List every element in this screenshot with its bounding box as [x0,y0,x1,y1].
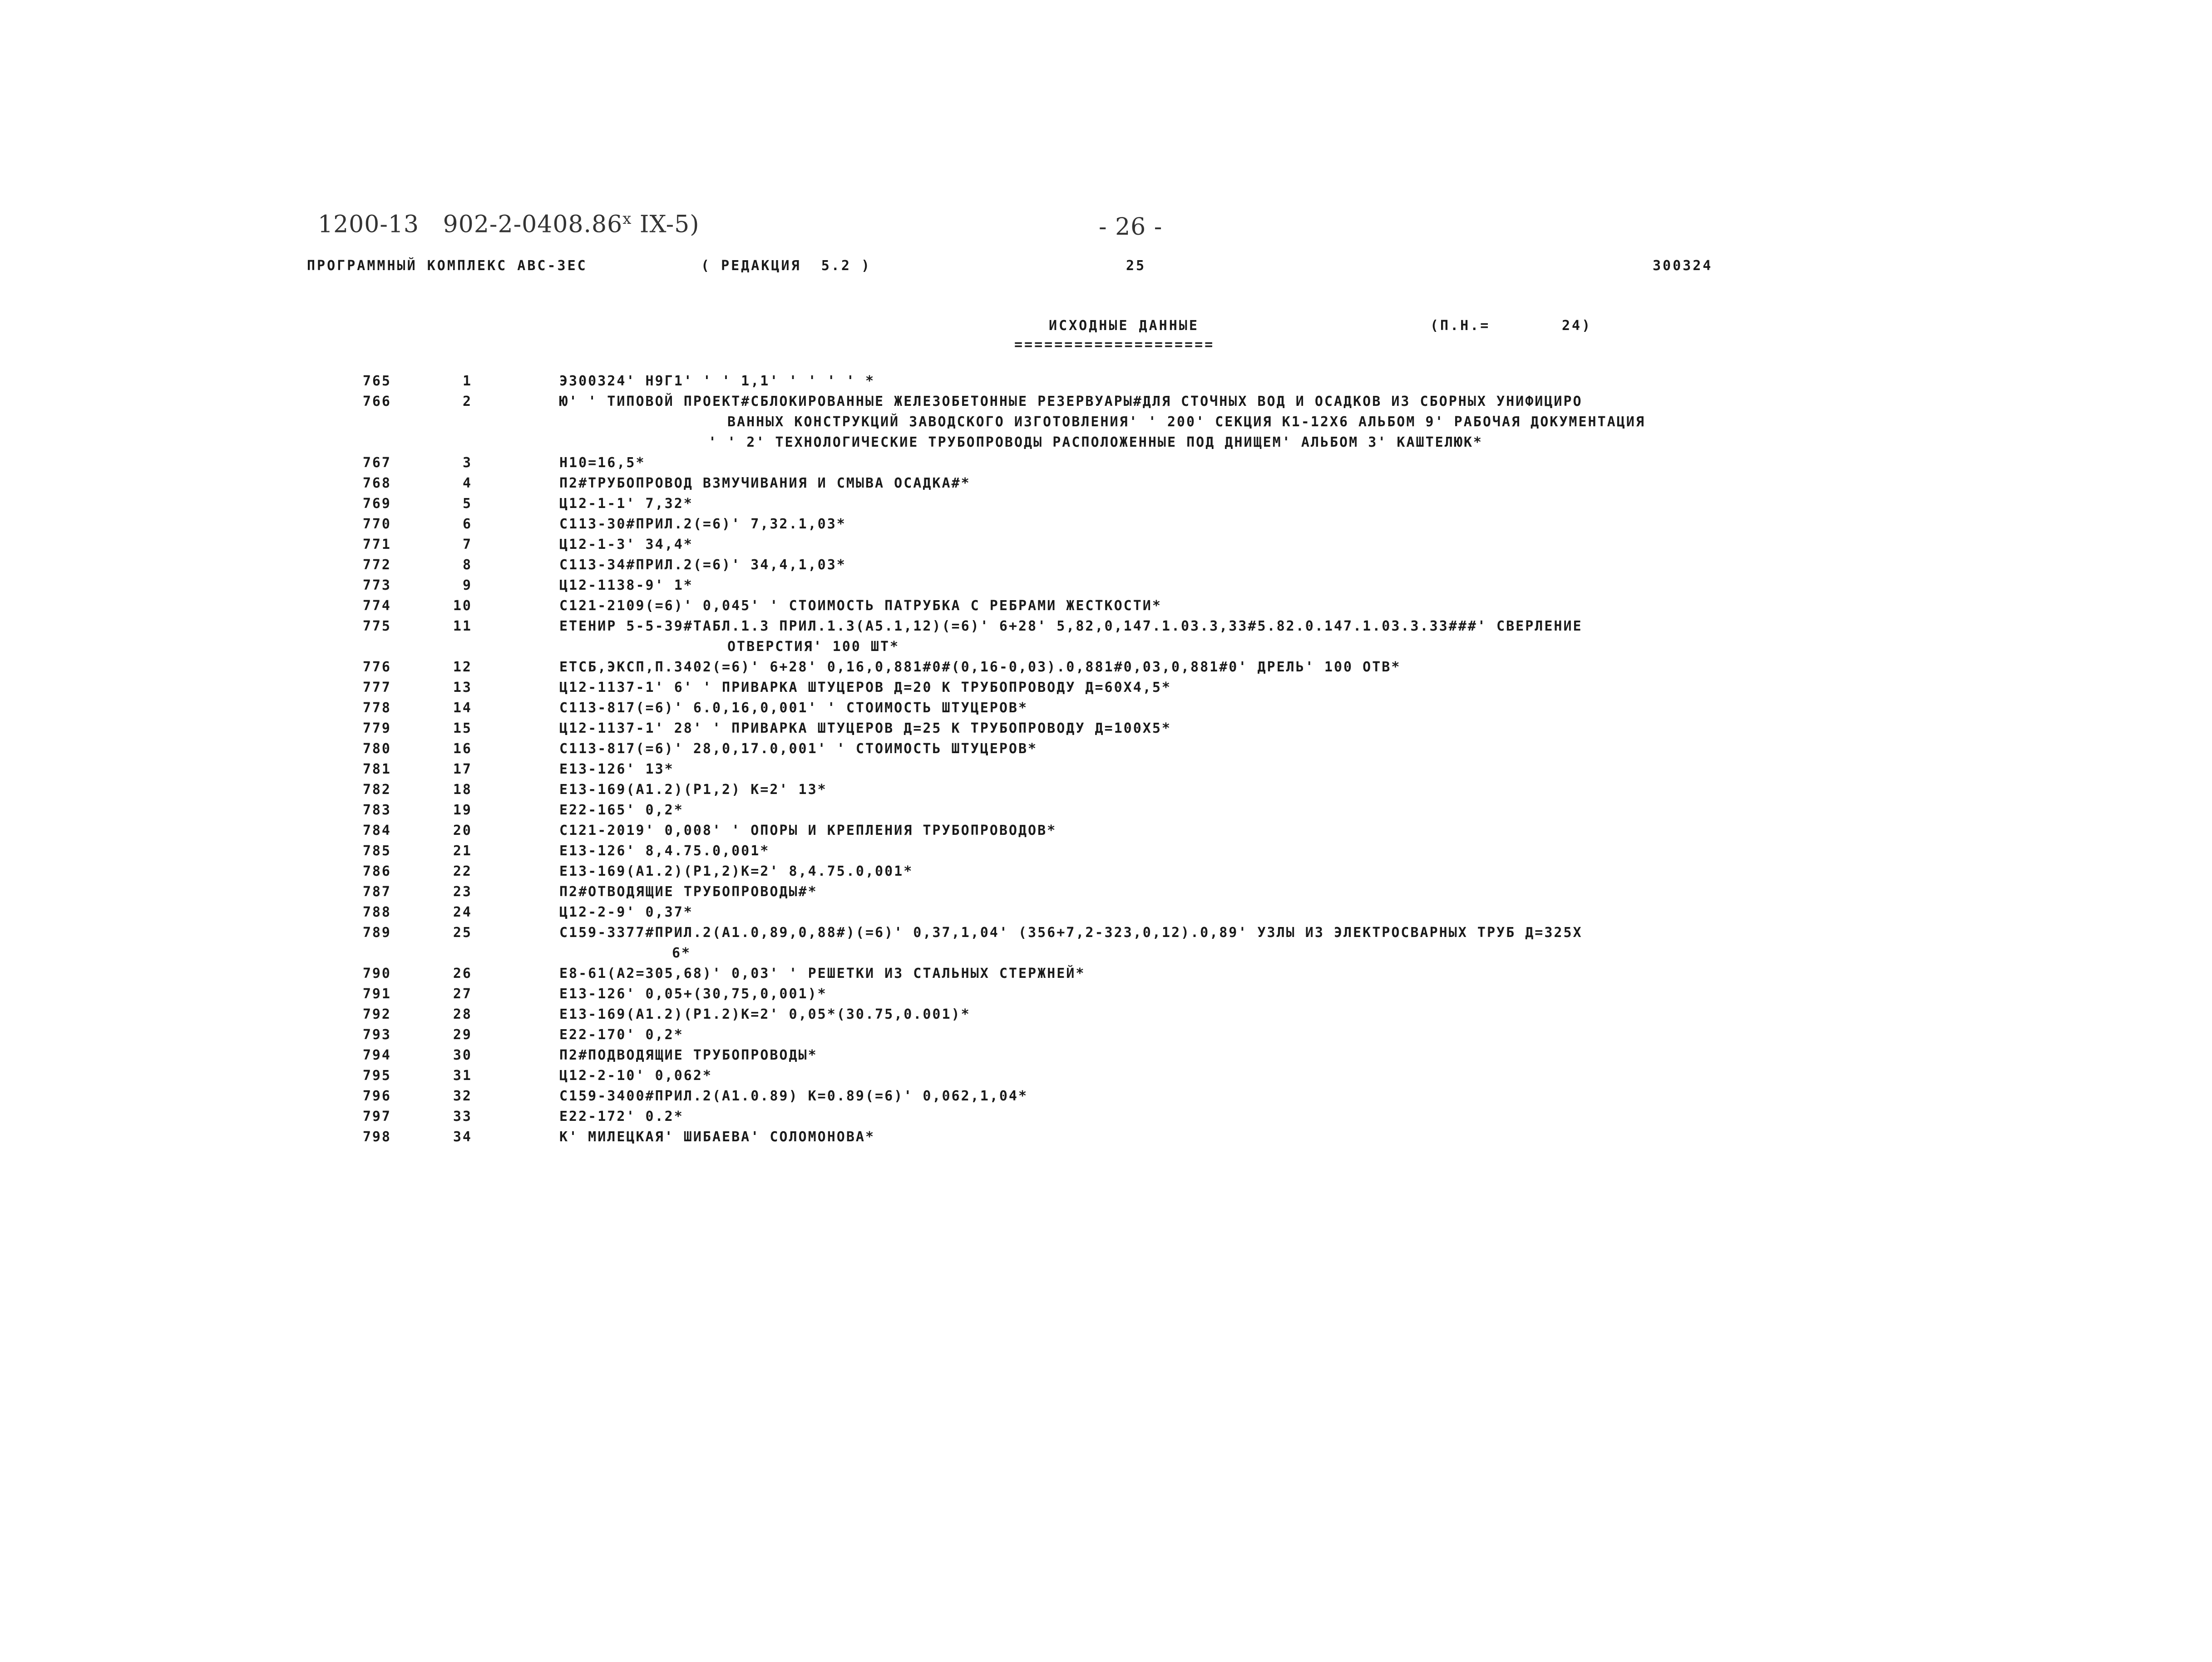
row-number: 786 [362,863,391,879]
row-index: 33 [453,1109,472,1124]
listing-row [0,904,2212,925]
row-index: 25 [453,925,472,941]
row-number: 775 [362,618,391,634]
row-index: 23 [453,884,472,900]
row-number: 774 [362,598,391,614]
row-text: Е13-169(А1.2)(Р1,2) К=2' 13* [559,782,827,798]
row-text: Н10=16,5* [559,455,646,471]
row-index: 5 [462,496,472,512]
row-index: 18 [453,782,472,798]
row-text: П2#ПОДВОДЯЩИЕ ТРУБОПРОВОДЫ* [559,1047,818,1063]
row-number: 794 [362,1047,391,1063]
row-text: С121-2019' 0,008' ' ОПОРЫ И КРЕПЛЕНИЯ ТРУБОПРОВОДОВ* [559,823,1057,838]
row-number: 788 [362,904,391,920]
listing-row [0,1027,2212,1047]
listing-row [0,741,2212,761]
row-number: 783 [362,802,391,818]
handwritten-sheet-code [318,210,700,238]
row-number: 780 [362,741,391,757]
row-index: 26 [453,966,472,981]
listing-row [0,577,2212,598]
row-index: 30 [453,1047,472,1063]
row-text-continued: ВАННЫХ КОНСТРУКЦИЙ ЗАВОДСКОГО ИЗГОТОВЛЕНИЯ' ' 200' СЕКЦИЯ К1-12Х6 АЛЬБОМ 9' РАБОЧАЯ ДОКУМЕНТАЦИЯ [727,414,1645,430]
row-number: 777 [362,680,391,695]
row-index: 2 [462,394,472,409]
row-number: 792 [362,1006,391,1022]
row-number: 790 [362,966,391,981]
row-text: ЕТЕНИР 5-5-39#ТАБЛ.1.3 ПРИЛ.1.3(А5.1,12)(=6)' 6+28' 5,82,0,147.1.03.3,33#5.82.0.147.1.03.3.33###' СВЕРЛЕНИЕ [559,618,1583,634]
row-number: 778 [362,700,391,716]
row-index: 17 [453,761,472,777]
listing-row [0,1068,2212,1088]
listing-continuation [0,639,2212,659]
row-text: Е22-170' 0,2* [559,1027,684,1043]
row-number: 770 [362,516,391,532]
row-text: Е13-126' 13* [559,761,674,777]
listing-row [0,1047,2212,1068]
row-index: 19 [453,802,472,818]
listing-continuation [0,414,2212,434]
row-text: Е8-61(А2=305,68)' 0,03' ' РЕШЕТКИ ИЗ СТАЛЬНЫХ СТЕРЖНЕЙ* [559,966,1086,981]
listing-row [0,863,2212,884]
row-text: С113-817(=6)' 6.0,16,0,001' ' СТОИМОСТЬ ШТУЦЕРОВ* [559,700,1028,716]
listing-row [0,680,2212,700]
listing-row [0,761,2212,782]
row-index: 34 [453,1129,472,1145]
row-text: Е22-165' 0,2* [559,802,684,818]
listing-row [0,394,2212,414]
row-text: Ц12-2-10' 0,062* [559,1068,712,1084]
listing-row [0,720,2212,741]
row-index: 10 [453,598,472,614]
listing-row [0,455,2212,475]
row-text: К' МИЛЕЦКАЯ' ШИБАЕВА' СОЛОМОНОВА* [559,1129,875,1145]
row-text: Ц12-1-3' 34,4* [559,537,693,552]
row-number: 789 [362,925,391,941]
section-underline: ==================== [1014,337,1215,353]
row-text-continued: ОТВЕРСТИЯ' 100 ШТ* [727,639,900,655]
row-number: 795 [362,1068,391,1084]
row-index: 20 [453,823,472,838]
row-number: 765 [362,373,391,389]
row-index: 24 [453,904,472,920]
section-title: ИСХОДНЫЕ ДАННЫЕ [1049,318,1199,334]
row-index: 3 [462,455,472,471]
row-number: 773 [362,577,391,593]
listing-row [0,986,2212,1006]
listing-row [0,537,2212,557]
listing-row [0,373,2212,394]
row-text: Е13-126' 8,4.75.0,001* [559,843,770,859]
hand-project-code: 902-2-0408.86 [443,211,623,238]
row-number: 798 [362,1129,391,1145]
row-number: 769 [362,496,391,512]
listing-row [0,884,2212,904]
row-text: Ц12-1137-1' 28' ' ПРИВАРКА ШТУЦЕРОВ Д=25 К ТРУБОПРОВОДУ Д=100Х5* [559,720,1171,736]
listing-row [0,823,2212,843]
pn-label: (П.Н.= [1430,318,1491,334]
row-index: 29 [453,1027,472,1043]
row-index: 8 [462,557,472,573]
listing-row [0,925,2212,945]
row-index: 28 [453,1006,472,1022]
row-number: 787 [362,884,391,900]
listing-row [0,1006,2212,1027]
row-index: 9 [462,577,472,593]
row-number: 782 [362,782,391,798]
row-text: Ц12-1-1' 7,32* [559,496,693,512]
pn-value: 24) [1562,318,1592,334]
listing-row [0,659,2212,680]
row-index: 22 [453,863,472,879]
hand-left-code: 1200-13 [318,211,420,238]
listing-row [0,802,2212,823]
row-number: 771 [362,537,391,552]
row-text: С121-2109(=6)' 0,045' ' СТОИМОСТЬ ПАТРУБКА С РЕБРАМИ ЖЕСТКОСТИ* [559,598,1162,614]
row-index: 1 [462,373,472,389]
edition-label: ( РЕДАКЦИЯ 5.2 ) [701,258,872,274]
row-index: 31 [453,1068,472,1084]
row-number: 784 [362,823,391,838]
hand-suffix: IX-5) [639,211,700,238]
listing-continuation [0,945,2212,966]
row-index: 11 [453,618,472,634]
document-code: 300324 [1653,258,1713,274]
row-text: П2#ОТВОДЯЩИЕ ТРУБОПРОВОДЫ#* [559,884,818,900]
listing-row [0,557,2212,577]
row-text: С113-817(=6)' 28,0,17.0,001' ' СТОИМОСТЬ ШТУЦЕРОВ* [559,741,1038,757]
listing-row [0,1129,2212,1149]
listing-row [0,598,2212,618]
page-number: - 26 - [1099,213,1163,241]
listing-row [0,782,2212,802]
row-number: 797 [362,1109,391,1124]
sheet-number: 25 [1126,258,1146,274]
row-number: 781 [362,761,391,777]
row-text: С159-3400#ПРИЛ.2(А1.0.89) К=0.89(=6)' 0,062,1,04* [559,1088,1028,1104]
row-text-continued: 6* [672,945,691,961]
row-text: Е22-172' 0.2* [559,1109,684,1124]
program-name: ПРОГРАММНЫЙ КОМПЛЕКС АВС-ЗЕС [307,258,588,274]
row-text: Э300324' Н9Г1' ' ' 1,1' ' ' ' ' * [559,373,875,389]
listing-continuation [0,434,2212,455]
listing-row [0,475,2212,496]
row-index: 4 [462,475,472,491]
row-text: Ю' ' ТИПОВОЙ ПРОЕКТ#СБЛОКИРОВАННЫЕ ЖЕЛЕЗОБЕТОННЫЕ РЕЗЕРВУАРЫ#ДЛЯ СТОЧНЫХ ВОД И ОСАДКОВ ИЗ СБОРНЫХ УНИФИЦИРО [559,394,1583,409]
row-index: 27 [453,986,472,1002]
row-number: 785 [362,843,391,859]
row-index: 14 [453,700,472,716]
row-text: Ц12-1138-9' 1* [559,577,693,593]
row-text: Е13-126' 0,05+(30,75,0,001)* [559,986,827,1002]
listing-row [0,700,2212,720]
row-number: 791 [362,986,391,1002]
listing-row [0,516,2212,537]
listing-row [0,618,2212,639]
row-number: 796 [362,1088,391,1104]
row-number: 779 [362,720,391,736]
row-text-continued: ' ' 2' ТЕХНОЛОГИЧЕСКИЕ ТРУБОПРОВОДЫ РАСПОЛОЖЕННЫЕ ПОД ДНИЩЕМ' АЛЬБОМ 3' КАШТЕЛЮК* [708,434,1483,450]
row-index: 21 [453,843,472,859]
row-index: 6 [462,516,472,532]
row-index: 16 [453,741,472,757]
row-text: ЕТСБ,ЭКСП,П.3402(=6)' 6+28' 0,16,0,881#0#(0,16-0,03).0,881#0,03,0,881#0' ДРЕЛЬ' 100 ОТВ* [559,659,1401,675]
row-index: 7 [462,537,472,552]
row-text: С159-3377#ПРИЛ.2(А1.0,89,0,88#)(=6)' 0,37,1,04' (356+7,2-323,0,12).0,89' УЗЛЫ ИЗ ЭЛЕКТРОСВАРНЫХ ТРУБ Д=325Х [559,925,1583,941]
listing-row [0,496,2212,516]
row-index: 13 [453,680,472,695]
listing-row [0,966,2212,986]
row-text: С113-34#ПРИЛ.2(=6)' 34,4,1,03* [559,557,846,573]
row-text: Е13-169(А1.2)(Р1.2)К=2' 0,05*(30.75,0.001)* [559,1006,971,1022]
row-number: 776 [362,659,391,675]
row-index: 32 [453,1088,472,1104]
row-number: 793 [362,1027,391,1043]
row-text: Е13-169(А1.2)(Р1,2)К=2' 8,4.75.0,001* [559,863,913,879]
row-index: 12 [453,659,472,675]
row-number: 772 [362,557,391,573]
listing-row [0,1109,2212,1129]
row-index: 15 [453,720,472,736]
data-listing [0,373,2212,1149]
listing-row [0,843,2212,863]
row-text: П2#ТРУБОПРОВОД ВЗМУЧИВАНИЯ И СМЫВА ОСАДКА#* [559,475,971,491]
row-number: 767 [362,455,391,471]
row-text: С113-30#ПРИЛ.2(=6)' 7,32.1,03* [559,516,846,532]
row-text: Ц12-1137-1' 6' ' ПРИВАРКА ШТУЦЕРОВ Д=20 К ТРУБОПРОВОДУ Д=60Х4,5* [559,680,1171,695]
row-text: Ц12-2-9' 0,37* [559,904,693,920]
listing-row [0,1088,2212,1109]
row-number: 768 [362,475,391,491]
hand-sup: x [622,210,632,228]
row-number: 766 [362,394,391,409]
